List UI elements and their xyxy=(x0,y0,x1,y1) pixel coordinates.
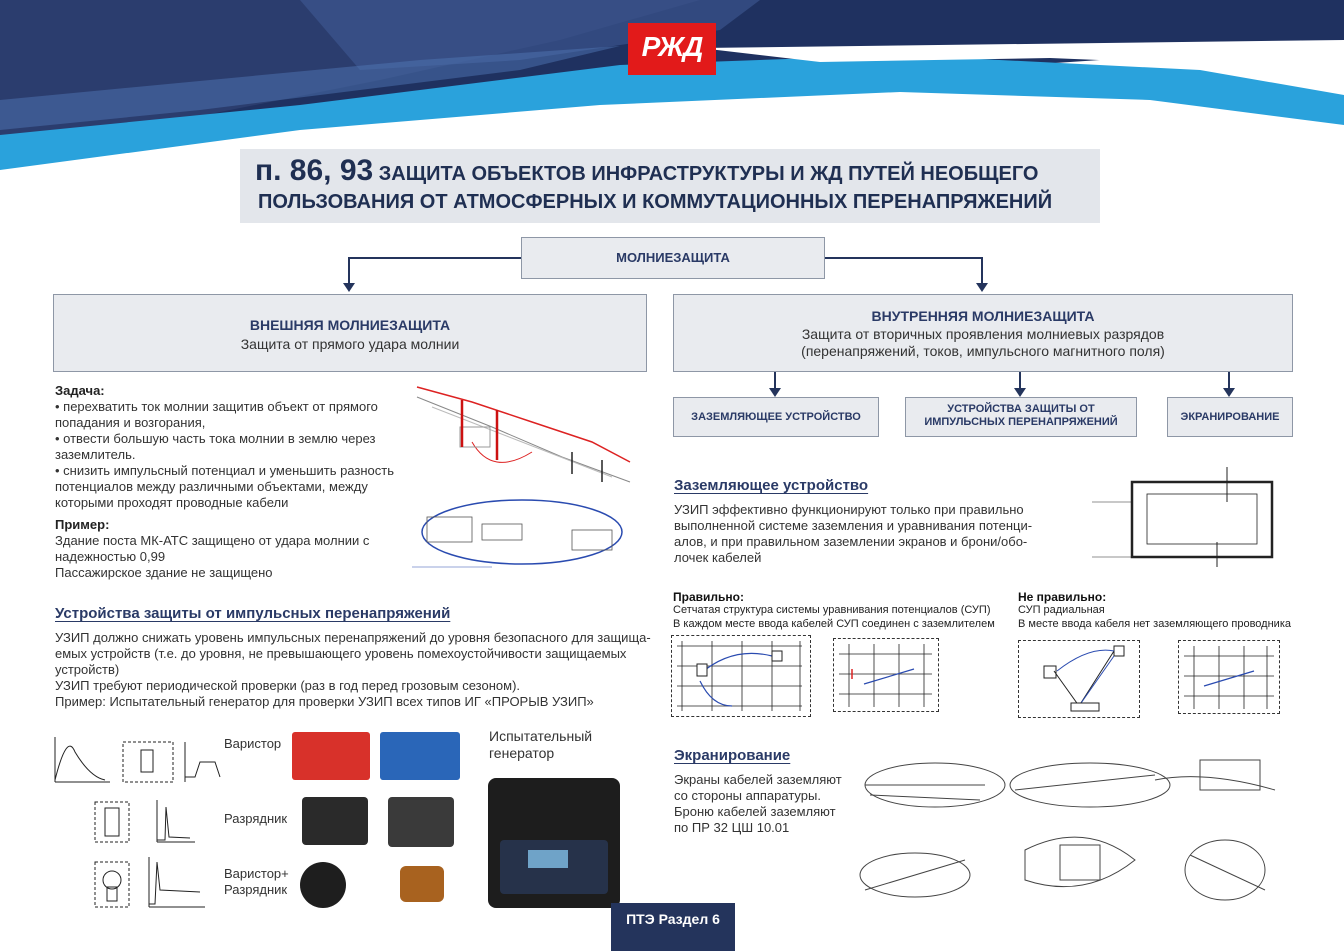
clause-number: п. 86, 93 xyxy=(255,154,374,187)
uzip-line: емых устройств (т.е. до уровня, не превышающего уровень помехоустойчивости защищаемых xyxy=(55,646,627,661)
example-line: надежностью 0,99 xyxy=(55,549,166,564)
uzip-line: УЗИП должно снижать уровень импульсных перенапряжений до уровня безопасного для защища- xyxy=(55,630,651,645)
shield-line: Броню кабелей заземляют xyxy=(674,804,836,819)
combo-device-image xyxy=(300,862,346,908)
generator-label: Испытательный генератор xyxy=(489,728,593,761)
connector-line xyxy=(825,257,982,259)
correct-line: В каждом месте ввода кабелей СУП соединен с заземлителем xyxy=(673,618,995,630)
task-line: • перехватить ток молнии защитив объект от прямого xyxy=(55,399,378,414)
arrow-down-icon xyxy=(976,283,988,293)
task-line: которыми проходят проводные кабели xyxy=(55,495,289,510)
footer-badge: ПТЭ Раздел 6 xyxy=(611,903,735,951)
uzip-heading: Устройства защиты от импульсных перенапряжений xyxy=(55,605,451,622)
grounding-heading: Заземляющее устройство xyxy=(674,477,869,494)
example-line: Здание поста МК-АТС защищено от удара молнии с xyxy=(55,533,370,548)
shield-heading: Экранирование xyxy=(674,747,791,764)
wrong-line: СУП радиальная xyxy=(1018,604,1105,616)
task-line: • отвести большую часть тока молнии в землю через xyxy=(55,431,376,446)
external-protection-box: ВНЕШНЯЯ МОЛНИЕЗАЩИТА Защита от прямого удара молнии xyxy=(53,294,647,372)
arrester-label: Разрядник xyxy=(224,811,288,826)
root-box-lightning-protection: МОЛНИЕЗАЩИТА xyxy=(521,237,825,279)
surge-protection-box: УСТРОЙСТВА ЗАЩИТЫ ОТ ИМПУЛЬСНЫХ ПЕРЕНАПРЯЖЕНИЙ xyxy=(905,397,1137,437)
surge-device-schematics xyxy=(45,732,225,922)
shielding-box: ЭКРАНИРОВАНИЕ xyxy=(1167,397,1293,437)
correct-mesh-diagram-2 xyxy=(833,638,939,712)
example-heading: Пример: xyxy=(55,517,110,532)
test-generator-image xyxy=(488,778,620,908)
correct-line: Сетчатая структура системы уравнивания потенциалов (СУП) xyxy=(673,604,991,616)
page-title-line2: ПОЛЬЗОВАНИЯ ОТ АТМОСФЕРНЫХ И КОММУТАЦИОННЫХ ПЕРЕНАПРЯЖЕНИЙ xyxy=(258,191,1053,213)
arrester-module-image-2 xyxy=(388,797,454,847)
task-heading: Задача: xyxy=(55,383,105,398)
red-surge-module-image xyxy=(292,732,370,780)
cable-shielding-drawings xyxy=(855,740,1295,920)
shield-line: по ПР 32 ЦШ 10.01 xyxy=(674,820,790,835)
task-line: попадания и возгорания, xyxy=(55,415,206,430)
task-section xyxy=(55,383,405,581)
wrong-line: В месте ввода кабеля нет заземляющего проводника xyxy=(1018,618,1291,630)
combo-label-line1: Варистор+ xyxy=(224,866,289,881)
correct-mesh-diagram xyxy=(671,635,811,717)
shield-line: со стороны аппаратуры. xyxy=(674,788,821,803)
combo-device-image-2 xyxy=(400,866,444,902)
uzip-text xyxy=(55,630,660,710)
grounding-line: лочек кабелей xyxy=(674,550,762,565)
uzip-line: Пример: Испытательный генератор для проверки УЗИП всех типов ИГ «ПРОРЫВ УЗИП» xyxy=(55,694,594,709)
wrong-radial-diagram xyxy=(1018,640,1140,718)
connector-line xyxy=(348,257,521,259)
uzip-line: УЗИП требуют периодической проверки (раз в год перед грозовым сезоном). xyxy=(55,678,521,693)
grounding-line: алов, и при правильном заземлении экранов и брони/обо- xyxy=(674,534,1028,549)
arrester-module-image xyxy=(302,797,368,845)
uzip-line: устройств) xyxy=(55,662,120,677)
grounding-loop-diagram xyxy=(1092,462,1287,570)
page-title-line1: п. 86, 93 ЗАЩИТА ОБЪЕКТОВ ИНФРАСТРУКТУРЫ И ЖД ПУТЕЙ НЕОБЩЕГО xyxy=(255,154,1039,187)
wrong-heading: Не правильно: xyxy=(1018,590,1107,604)
grounding-text xyxy=(674,502,1054,566)
lightning-rod-diagram xyxy=(412,382,634,582)
wrong-mesh-diagram xyxy=(1178,640,1280,714)
task-line: заземлитель. xyxy=(55,447,136,462)
combo-label-line2: Разрядник xyxy=(224,882,288,897)
internal-protection-box: ВНУТРЕННЯЯ МОЛНИЕЗАЩИТА Защита от вторичных проявления молниевых разрядов (перенапряжений, токов, импульсного магнитного поля) xyxy=(673,294,1293,372)
task-line: потенциалов между различными объектами, между xyxy=(55,479,368,494)
example-line: Пассажирское здание не защищено xyxy=(55,565,273,580)
varistor-label: Варистор xyxy=(224,736,282,751)
grounding-line: УЗИП эффективно функционируют только при правильно xyxy=(674,502,1024,517)
grounding-device-box: ЗАЗЕМЛЯЮЩЕЕ УСТРОЙСТВО xyxy=(673,397,879,437)
task-line: • снизить импульсный потенциал и уменьшить разность xyxy=(55,463,394,478)
arrow-down-icon xyxy=(343,283,355,293)
shield-text xyxy=(674,772,854,836)
shield-line: Экраны кабелей заземляют xyxy=(674,772,842,787)
correct-heading: Правильно: xyxy=(673,590,744,604)
grounding-line: выполненной системе заземления и уравнивания потенци- xyxy=(674,518,1033,533)
blue-surge-module-image xyxy=(380,732,460,780)
rzd-logo: РЖД xyxy=(628,23,716,75)
